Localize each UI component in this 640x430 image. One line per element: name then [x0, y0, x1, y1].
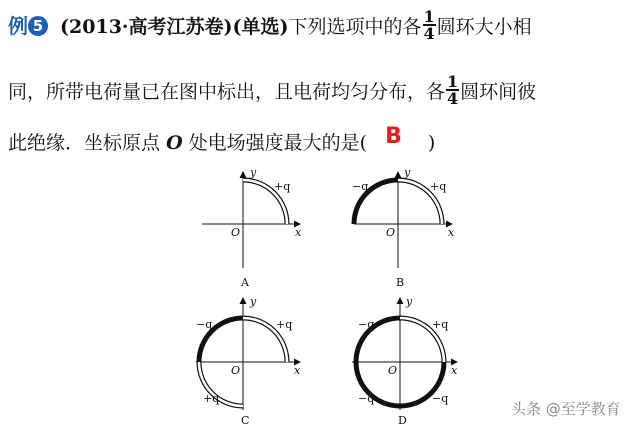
option-c-y-label: y	[250, 295, 257, 308]
question-text-2-end: 圆环间彼	[460, 81, 537, 103]
example-label: 例 5	[8, 14, 48, 38]
fraction-quarter: $\frac{1}{4}$	[423, 7, 435, 43]
option-d-letter: D	[398, 414, 407, 427]
option-c-letter: C	[241, 414, 250, 427]
origin-symbol: O	[166, 132, 183, 154]
option-b-charge-q1: +q	[430, 180, 447, 193]
fraction-quarter-2: $\frac{1}{4}$	[447, 72, 459, 108]
question-text-2: 同，所带电荷量已在图中标出，且电荷均匀分布，各	[8, 81, 446, 103]
option-d-diagram	[352, 295, 458, 427]
option-c-origin-label: O	[231, 364, 241, 377]
option-a-charge-q1: +q	[274, 180, 291, 193]
option-c-charge-q2: −q	[196, 318, 213, 331]
question-text-3-end: 处电场强度最大的是(	[188, 132, 368, 154]
option-d-charge-q2: −q	[358, 318, 375, 331]
question-text-1-end: 圆环大小相	[436, 16, 532, 38]
option-d-y-label: y	[406, 295, 413, 308]
option-a-diagram	[202, 166, 302, 289]
option-c-x-label: x	[294, 364, 301, 377]
option-d-origin-label: O	[388, 364, 398, 377]
option-d-charge-q3: −q	[358, 392, 375, 405]
option-a-y-label: y	[250, 166, 257, 179]
option-b-origin-label: O	[386, 226, 396, 239]
question-text-3: 此绝缘．坐标原点	[8, 132, 161, 154]
option-d-charge-q4: −q	[432, 392, 449, 405]
option-d-charge-q1: +q	[432, 318, 449, 331]
question-source: (2013·高考江苏卷)(单选)	[60, 16, 289, 38]
option-b-x-label: x	[448, 226, 455, 239]
option-a-x-label: x	[295, 226, 302, 239]
option-b-diagram	[352, 166, 455, 289]
option-b-charge-q2: −q	[352, 180, 369, 193]
answer-choice: B	[385, 124, 402, 149]
watermark-text: 头条 @至学教育	[511, 400, 621, 418]
question-text-1: 下列选项中的各	[288, 16, 422, 38]
option-d-x-label: x	[451, 364, 458, 377]
option-b-letter: B	[396, 276, 405, 289]
example-number-badge: 5	[28, 16, 48, 36]
close-paren: )	[427, 132, 436, 154]
option-a-origin-label: O	[231, 226, 241, 239]
option-c-charge-q3: +q	[203, 392, 220, 405]
option-b-y-label: y	[404, 166, 411, 179]
option-a-letter: A	[241, 276, 249, 289]
option-c-diagram	[196, 295, 301, 427]
option-c-charge-q1: +q	[276, 318, 293, 331]
